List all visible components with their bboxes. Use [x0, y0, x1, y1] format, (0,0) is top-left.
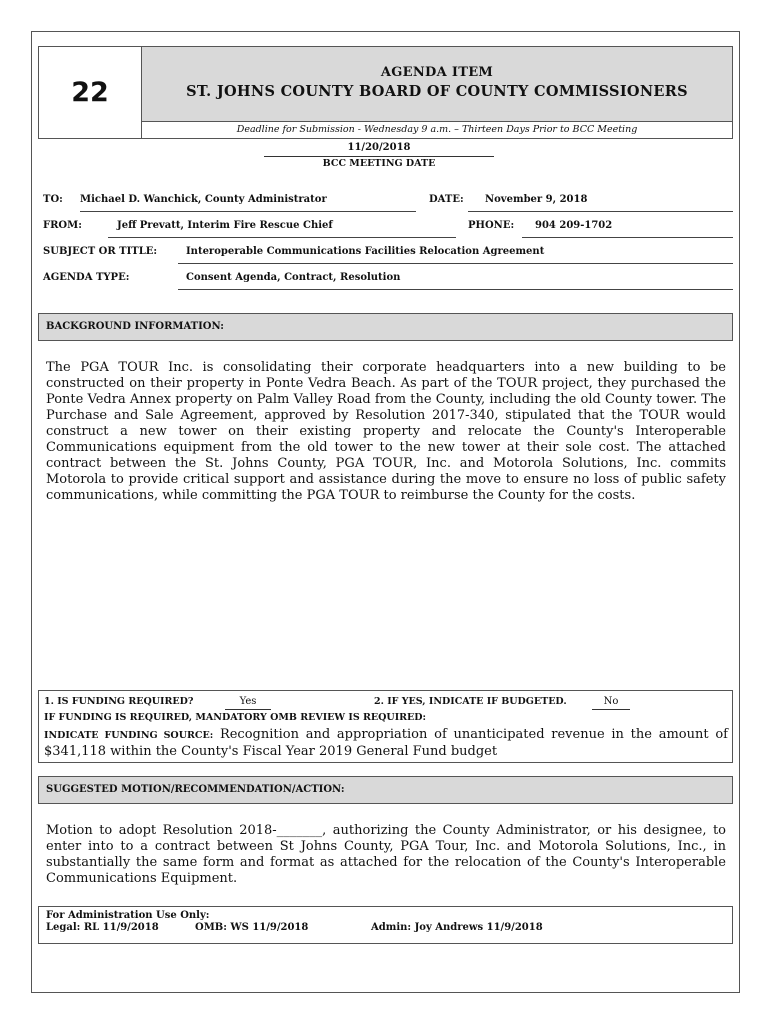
to-value: Michael D. Wanchick, County Administrator: [80, 194, 327, 205]
admin-approval: Admin: Joy Andrews 11/9/2018: [371, 922, 543, 933]
funding-box: [38, 690, 733, 763]
background-heading: BACKGROUND INFORMATION:: [38, 313, 733, 341]
admin-use-box: [38, 906, 733, 944]
budgeted-value: No: [592, 695, 630, 710]
legal-approval: Legal: RL 11/9/2018: [46, 922, 159, 933]
phone-underline: [522, 237, 733, 238]
motion-heading: SUGGESTED MOTION/RECOMMENDATION/ACTION:: [38, 776, 733, 804]
date-underline: [468, 211, 733, 212]
funding-required-value: Yes: [225, 695, 271, 710]
agenda-item-number: 22: [38, 46, 142, 139]
to-label: TO:: [43, 194, 63, 205]
to-underline: [80, 211, 416, 212]
background-text: The PGA TOUR Inc. is consolidating their corporate headquarters into a new building to be constructed on their property in Ponte Vedra Beach. As part of the TOUR project, they purchased the Ponte Vedra Annex property on Palm Valley Road from the County, including the old County tower. The Purchase and Sale Agreement, approved by Resolution 2017-340, stipulated that the TOUR would construct a new tower on their existing property and relocate the County's Interoperable Communications equipment from the old tower to the new tower at their sole cost. The attached contract between the St. Johns County, PGA TOUR, Inc. and Motorola Solutions, Inc. commits Motorola to provide critical support and assistance during the move to ensure no loss of public safety communications, while committing the PGA TOUR to reimburse the County for the costs.: [46, 360, 726, 503]
budgeted-label: 2. IF YES, INDICATE IF BUDGETED.: [374, 696, 567, 707]
funding-required-label: 1. IS FUNDING REQUIRED?: [44, 696, 194, 707]
admin-use-heading: For Administration Use Only:: [46, 910, 210, 921]
subject-label: SUBJECT OR TITLE:: [43, 246, 158, 257]
funding-source-block: [44, 727, 728, 760]
subject-underline: [178, 263, 733, 264]
funding-source-text: Recognition and appropriation of unanticipated revenue in the amount of $341,118 within the County's Fiscal Year 2019 General Fund budget: [44, 727, 728, 759]
meeting-date-block: [264, 138, 494, 171]
agenda-type-value: Consent Agenda, Contract, Resolution: [186, 272, 401, 283]
phone-label: PHONE:: [468, 220, 515, 231]
header-title-box: [141, 46, 733, 122]
from-label: FROM:: [43, 220, 82, 231]
date-value: November 9, 2018: [485, 194, 588, 205]
header-title-line1: AGENDA ITEM: [380, 65, 494, 80]
admin-approvals-row: [46, 922, 732, 934]
agenda-item-form: [31, 31, 740, 993]
omb-approval: OMB: WS 11/9/2018: [195, 922, 309, 933]
from-value: Jeff Prevatt, Interim Fire Rescue Chief: [117, 220, 333, 231]
agenda-type-underline: [178, 289, 733, 290]
motion-text: Motion to adopt Resolution 2018-_______, authorizing the County Administrator, or his designee, to enter into to a contract between St Johns County, PGA Tour, Inc. and Motorola Solutions, Inc., in substantially the same form and format as attached for the relocation of the County's Interoperable Communications Equipment.: [46, 823, 726, 886]
date-label: DATE:: [429, 194, 464, 205]
meeting-date-label: BCC MEETING DATE: [322, 158, 436, 169]
omb-review-note: IF FUNDING IS REQUIRED, MANDATORY OMB REVIEW IS REQUIRED:: [44, 712, 427, 723]
subject-value: Interoperable Communications Facilities Relocation Agreement: [186, 246, 545, 257]
meeting-date-value: 11/20/2018: [347, 142, 411, 153]
agenda-type-label: AGENDA TYPE:: [43, 272, 130, 283]
header-title-line2: ST. JOHNS COUNTY BOARD OF COUNTY COMMISSIONERS: [186, 83, 688, 100]
funding-source-label: INDICATE FUNDING SOURCE:: [44, 730, 214, 741]
phone-value: 904 209-1702: [535, 220, 613, 231]
from-underline: [108, 237, 456, 238]
submission-deadline: Deadline for Submission - Wednesday 9 a.m. – Thirteen Days Prior to BCC Meeting: [141, 121, 733, 139]
